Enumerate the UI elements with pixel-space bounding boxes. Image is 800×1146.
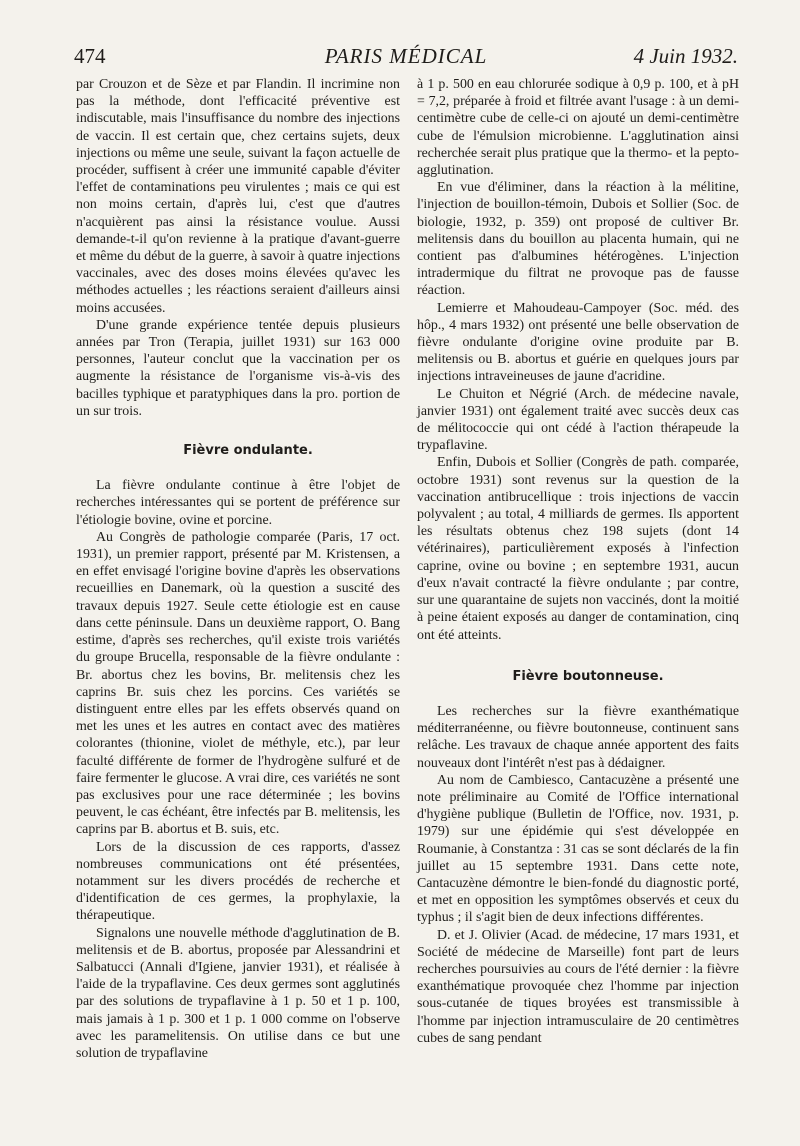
journal-title: PARIS MÉDICAL (324, 44, 488, 68)
paragraph: Le Chuiton et Négrié (Arch. de médecine navale, janvier 1931) ont également traité avec succès deux cas de mélitococcie qui ont cédé à l'action thérapeude la trypaflavine. (417, 386, 739, 454)
paragraph: D'une grande expérience tentée depuis plusieurs années par Tron (Terapia, juillet 1931) sur 163 000 personnes, l'auteur conclut que la vaccination per os augmente la résistance de l'organisme vis-à-vis des bacilles typhique et paratyphiques dans la pro. portion de un sur trois. (76, 317, 400, 419)
issue-date: 4 Juin 1932. (633, 44, 738, 68)
running-header (74, 42, 738, 72)
paragraph: Enfin, Dubois et Sollier (Congrès de path. comparée, octobre 1931) sont revenus sur la question de la vaccination antibrucellique : trois injections de vaccin polyvalent ; au total, 4 milliards de germes. Ils apportent les résultats obtenus chez 198 sujets (dont 14 vétérinaires), particulièrement exposés à l'infection caprine, ovine ou bovine ; en septembre 1931, aucun d'eux n'avait contracté la fièvre ondulante ; par contre, sur une quarantaine de sujets non vaccinés, dont la moitié à peine étaient exposés au danger de contamination, cinq ont été atteints. (417, 455, 739, 643)
section-heading: Fièvre boutonneuse. (512, 668, 664, 684)
paragraph: par Crouzon et de Sèze et par Flandin. Il incrimine non pas la méthode, dont l'efficacité préventive est indiscutable, mais l'insuffisance du nombre des injections de vaccin. Il est certain que, chez certains sujets, deux injections ou même une seule, suivant la façon actuelle de procéder, suffisent à créer une immunité capable d'éviter l'effet de contaminations peu virulentes ; mais ce qui est non moins certain, d'après lui, c'est que d'autres n'acquièrent pas ainsi la résistance voulue. Aussi demande-t-il qu'on revienne à la pratique d'avant-guerre et même du début de la guerre, à savoir à quatre injections vaccinales, avec des doses moins élevées qu'avec les méthodes actuelles ; les réactions seraient d'ailleurs ainsi moins accusées. (76, 77, 400, 316)
paragraph: D. et J. Olivier (Acad. de médecine, 17 mars 1931, et Société de médecine de Marseille) font part de leurs recherches poursuivies au cours de l'été dernier : la fièvre exanthématique provoquée chez l'homme par injection sous-cutanée de tiques broyées est transmissible à l'homme par injection intramusculaire de 20 centimètres cubes de sang pendant (417, 927, 739, 1046)
paragraph: Lors de la discussion de ces rapports, d'assez nombreuses communications ont été présentées, notamment sur les divers procédés de recherche et d'identification de ces germes, la prophylaxie, la thérapeutique. (76, 839, 400, 924)
left-column (76, 76, 400, 1062)
paragraph: En vue d'éliminer, dans la réaction à la mélitine, l'injection de bouillon-témoin, Dubois et Sollier (Soc. de biologie, 1932, p. 359) ont proposé de cultiver Br. melitensis dans du bouillon au placenta humain, qui ne contient pas d'albumines hétérogènes. L'injection intradermique du filtrat ne provoque pas de fausse réaction. (417, 180, 739, 299)
section-heading: Fièvre ondulante. (183, 443, 313, 459)
page-number: 474 (74, 44, 106, 68)
paragraph: Au Congrès de pathologie comparée (Paris, 17 oct. 1931), un premier rapport, présenté par M. Kristensen, a en effet envisagé l'origine bovine d'après les observations recueillies en Danemark, où la question a suscité des travaux depuis 1927. Seule cette étiologie est en cause dans cette péninsule. Dans un deuxième rapport, O. Bang estime, d'après ses recherches, qu'il existe trois variétés du groupe Brucella, responsable de la fièvre ondulante : Br. abortus chez les bovins, Br. melitensis chez les caprins Br. suis chez les porcins. Ces variétés se distinguent entre elles par les effets observés quand on met les unes et les autres en contact avec des matières colorantes (thionine, violet de méthyle, etc.), par leur faculté différente de former de l'hydrogène sulfuré et de faire fermenter le glucose. A vrai dire, ces variétés ne sont pas exclusives pour une race déterminée ; les bovins peuvent, le cas échéant, être infectés par B. melitensis, les caprins par B. abortus et B. suis, etc. (76, 529, 400, 838)
paragraph: La fièvre ondulante continue à être l'objet de recherches intéressantes qui se portent de préférence sur l'étiologie bovine, ovine et porcine. (76, 478, 400, 528)
paragraph: Au nom de Cambiesco, Cantacuzène a présenté une note préliminaire au Comité de l'Office international d'hygiène publique (Bulletin de l'Office, nov. 1931, p. 1979) sur une épidémie qui s'est développée en Roumanie, à Constantza : 31 cas se sont déclarés de la fin juillet au 15 septembre 1931. Dans cette note, Cantacuzène démontre le bien-fondé du diagnostic porté, et met en opposition les symptômes observés et ceux du typhus ; il s'agit bien de deux infections différentes. (417, 772, 739, 926)
paragraph: Les recherches sur la fièvre exanthématique méditerranéenne, ou fièvre boutonneuse, continuent sans relâche. Les travaux de chaque année apportent des faits nouveaux dont l'intérêt n'est pas à dédaigner. (417, 703, 739, 771)
paragraph: Lemierre et Mahoudeau-Campoyer (Soc. méd. des hôp., 4 mars 1932) ont présenté une belle observation de fièvre ondulante d'origine ovine produite par B. melitensis ou B. abortus et guérie en quelques jours par injections intraveineuses de jaune d'acridine. (417, 300, 739, 385)
paragraph: Signalons une nouvelle méthode d'agglutination de B. melitensis et de B. abortus, proposée par Alessandrini et Salbatucci (Annali d'Igiene, janvier 1931), et réalisée à l'aide de la trypaflavine. Ces deux germes sont agglutinés par des solutions de trypaflavine à 1 p. 50 et 1 p. 100, mais jamais à 1 p. 300 et 1 p. 1 000 comme on l'observe avec les paramelitensis. On utilise dans ce but une solution de trypaflavine (76, 925, 400, 1061)
right-column (417, 76, 739, 1047)
paragraph: à 1 p. 500 en eau chlorurée sodique à 0,9 p. 100, et à pH = 7,2, préparée à froid et filtrée avant l'usage : à un demi-centimètre cube de celle-ci on ajouté un demi-centimètre cube de l'émulsion microbienne. L'agglutination ainsi recherchée serait plus pratique que la thermo- et la pepto-agglutination. (417, 77, 739, 179)
